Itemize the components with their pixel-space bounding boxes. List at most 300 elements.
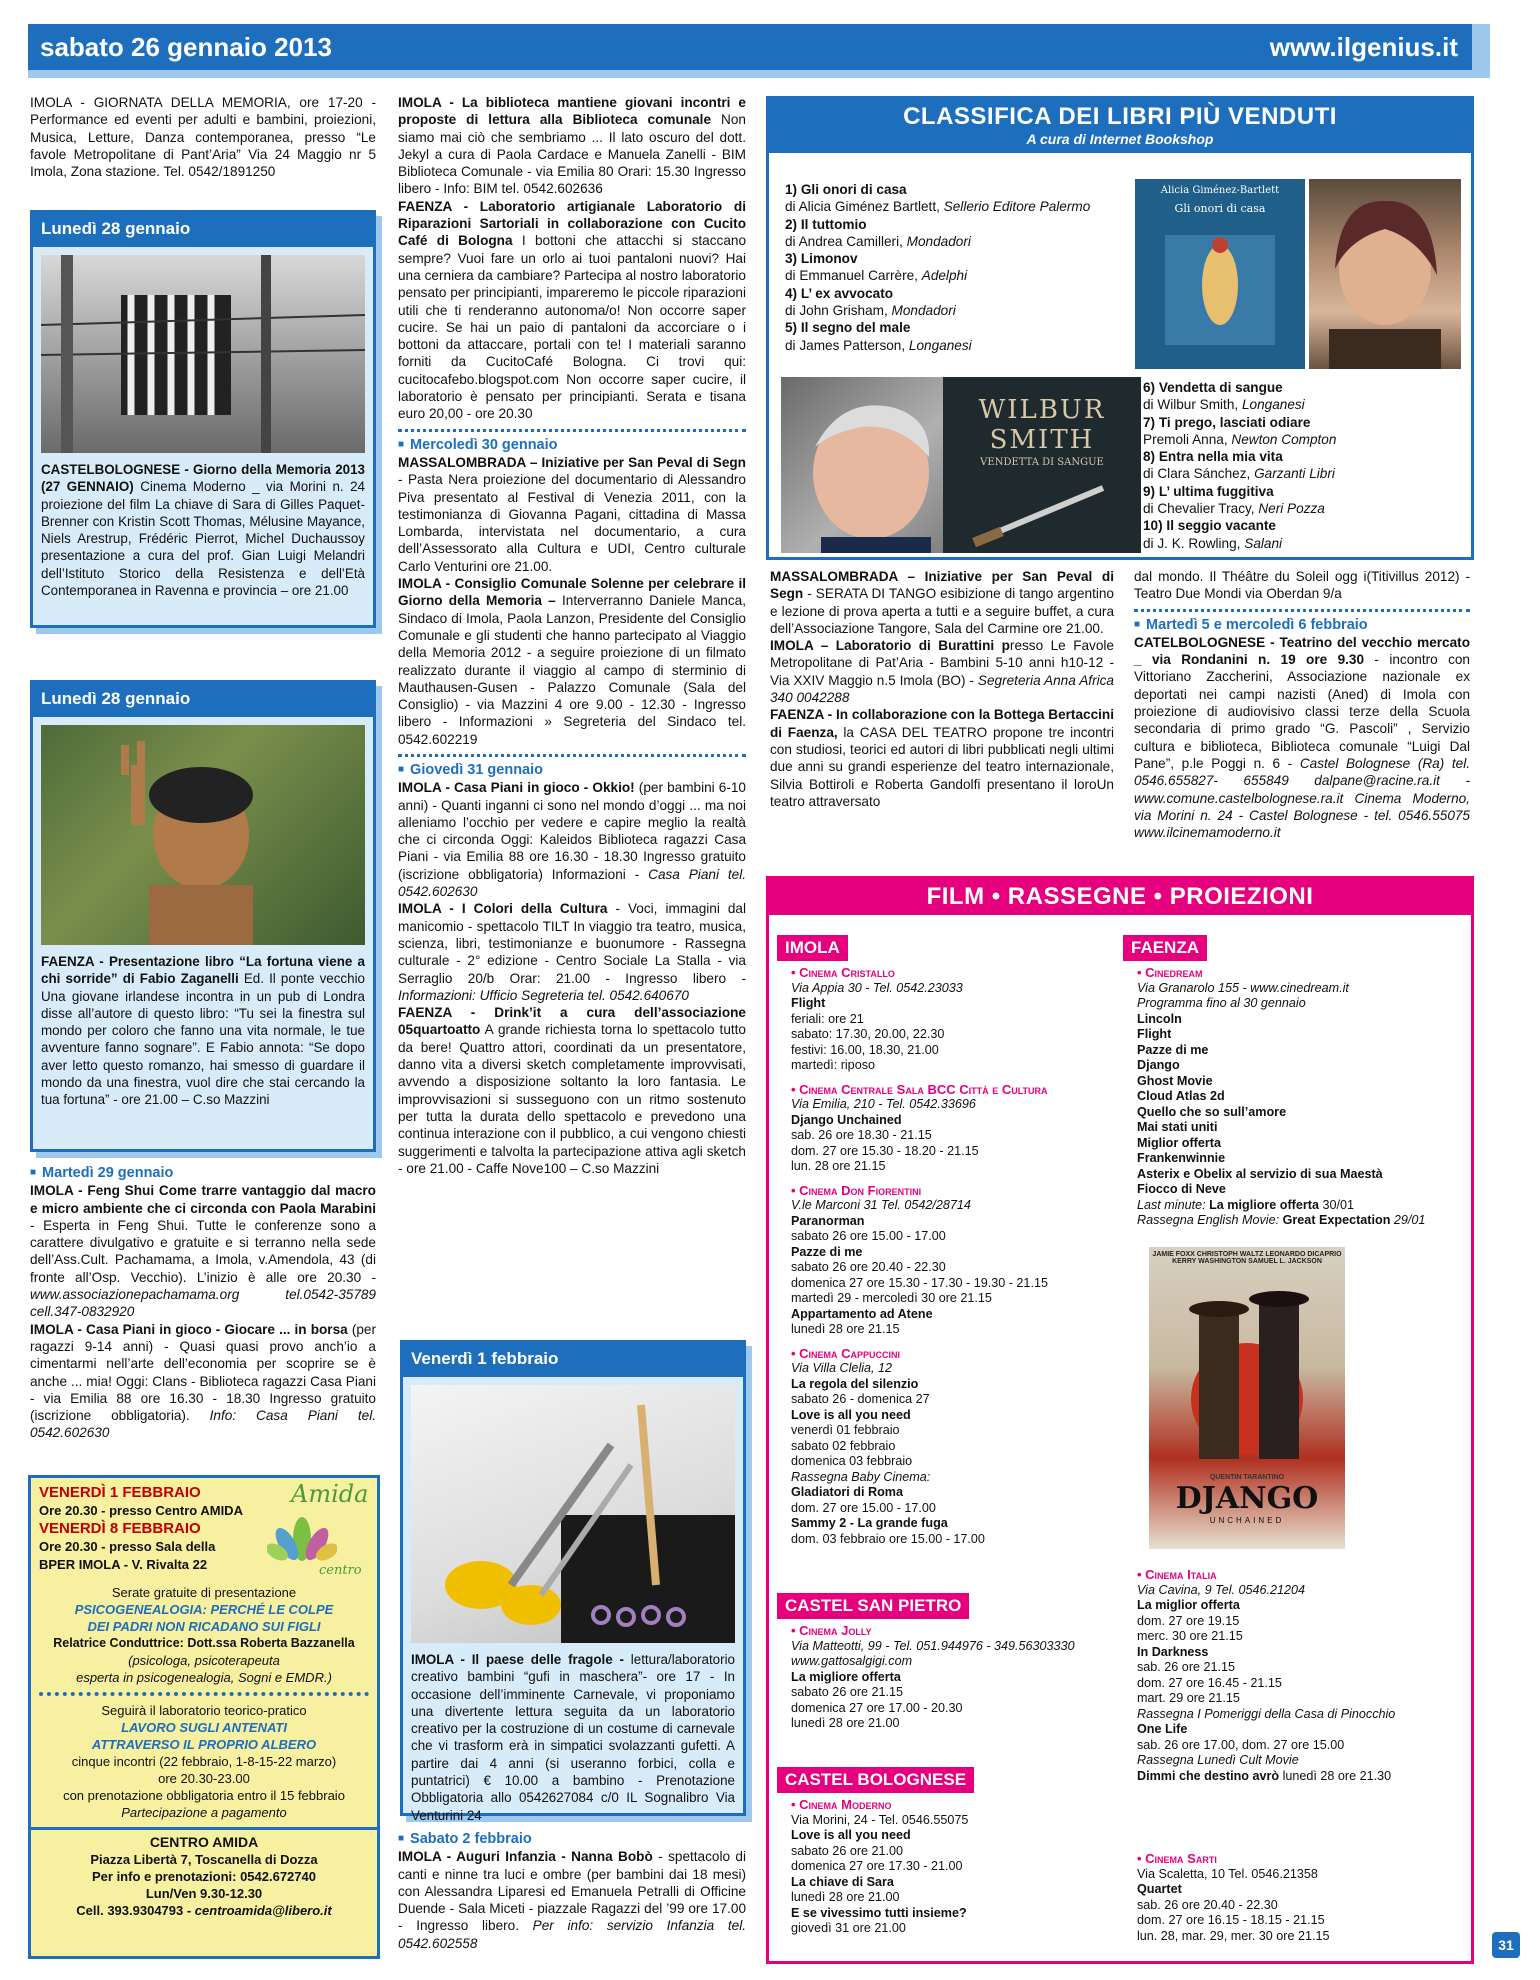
event-box-head: Lunedì 28 gennaio — [33, 683, 373, 717]
showtime: domenica 27 ore 15.30 - 17.30 - 19.30 - 21.15 — [791, 1275, 1048, 1290]
showtime-line — [791, 1245, 1107, 1261]
city-heading-faenza: FAENZA — [1123, 935, 1207, 961]
ranking-list-6-10 — [1143, 379, 1463, 552]
event-description: Cinema Moderno _ via Morini n. 24 proiezione del film La chiave di Sara di Gilles Paquet-Brenner con Kristin Scott Thomas, Mélusine Mayance, Niels Arestrup, Frédéric Pierrot, Michel Duchaussoy presentazione a cura del prof. Gian Luigi Melandri dell’Istituto Storico della Resistenza e dell’Età Contemporanea in Ravenna e provincia – ore 21.00 — [41, 479, 365, 599]
showtime: martedì 29 - mercoledì 30 ore 21.15 — [791, 1291, 992, 1305]
showtime-line — [791, 1470, 1107, 1486]
event-box-text — [33, 953, 373, 1109]
cinema-address: Via Villa Clelia, 12 — [791, 1361, 893, 1375]
book-title: 1) Gli onori di casa — [785, 182, 907, 197]
showtime-line — [791, 1159, 1107, 1175]
column-4 — [1134, 568, 1470, 841]
event-title: IMOLA - I Colori della Cultura — [398, 901, 608, 917]
showtime-line — [791, 1921, 1107, 1937]
page-number: 31 — [1492, 1932, 1520, 1958]
showtime-line — [791, 1392, 1107, 1408]
holocaust-memorial-photo — [41, 255, 365, 453]
cover-title: Gli onori di casa — [1174, 202, 1266, 215]
event-title: IMOLA - Casa Piani in gioco - Okkio! — [398, 780, 635, 796]
cover-illustration — [1135, 215, 1305, 355]
ad-line: LAVORO SUGLI ANTENATI — [121, 1720, 287, 1735]
poster-subtitle: UNCHAINED — [1209, 1516, 1285, 1525]
showtime-line — [791, 1113, 1107, 1129]
poster-title: DJANGO — [1175, 1481, 1319, 1516]
event-description: Non siamo mai ciò che sembriamo ... Il lato oscuro del dott. Jekyl a cura di Paola Cardace e Manuela Zanelli - BIM Biblioteca Comunale - via Emilia 80 Orari: 15.30 Ingresso libero - Info: BIM tel. 0542.602636 — [398, 112, 746, 197]
section-heading-martedi-29: ■ Martedì 29 gennaio — [30, 1164, 376, 1182]
django-unchained-poster — [1149, 1247, 1345, 1549]
ad-line: Lun/Ven 9.30-12.30 — [145, 1886, 263, 1901]
man-portrait-image — [781, 377, 943, 553]
book-author-line — [1143, 500, 1463, 517]
ad-body — [31, 1584, 377, 1919]
showtime: mart. 29 ore 21.15 — [1137, 1691, 1240, 1705]
showtime-line — [1137, 1898, 1463, 1914]
book-publisher: Garzanti Libri — [1254, 466, 1335, 482]
film-title: Dimmi che destino avrò — [1137, 1768, 1280, 1783]
showtime-line — [791, 1144, 1107, 1160]
book-title: 6) Vendetta di sangue — [1143, 380, 1283, 395]
showtime: merc. 30 ore 21.15 — [1137, 1629, 1243, 1643]
showtime-line — [791, 996, 1107, 1012]
ad-line: con prenotazione obbligatoria entro il 15 febbraio — [63, 1788, 345, 1803]
english-movie-film: Great Expectation — [1282, 1213, 1391, 1227]
cinema-website: www.gattosalgigi.com — [791, 1654, 913, 1668]
book-author: di Chevalier Tracy, — [1143, 501, 1259, 517]
event-title: FAENZA - Laboratorio artigianale Laboratorio di Riparazioni Sartoriali in collaborazione con Cucito Café di Bologna — [398, 198, 746, 249]
book-author-line — [1143, 465, 1463, 482]
showtime-line — [1137, 1769, 1463, 1785]
showtimes — [791, 1828, 1107, 1937]
showtime: dom. 27 ore 15.00 - 17.00 — [791, 1500, 936, 1515]
showtime: sab. 26 ore 18.30 - 21.15 — [791, 1128, 932, 1142]
poster-director: QUENTIN TARANTINO — [1209, 1474, 1285, 1481]
book-publisher: Neri Pozza — [1258, 501, 1325, 517]
film-title: La miglior offerta — [1137, 1598, 1240, 1612]
book-publisher: Mondadori — [891, 303, 956, 319]
event-title: IMOLA – Laboratorio di Burattini p — [770, 638, 1010, 654]
amida-logo-sub: centro — [319, 1563, 362, 1578]
ad-line: Seguirà il laboratorio teorico-pratico — [101, 1703, 307, 1718]
ranking-item — [1143, 414, 1463, 449]
event-box-castelbolognese — [30, 210, 376, 628]
book-title: 10) Il seggio vacante — [1143, 518, 1276, 534]
cinema-name: • Cinema Jolly — [791, 1623, 872, 1638]
cover-title: VENDETTA DI SANGUE — [980, 457, 1104, 468]
cover-dagger-illustration — [943, 468, 1141, 548]
event-description: resso Le Favole Metropolitane di Pat’Aria - Bambini 5-10 anni h10-12 - Via XXIV Maggio n.5 Imola (BO) - — [770, 638, 1114, 688]
showtime-line — [791, 1276, 1107, 1292]
event-contact: Informazioni: Ufficio Segreteria tel. 0542.640670 — [398, 987, 689, 1003]
film-title: Love is all you need — [791, 1407, 911, 1422]
book-author: di Wilbur Smith, — [1143, 397, 1242, 413]
ad-line: cinque incontri (22 febbraio, 1-8-15-22 marzo) — [71, 1754, 337, 1769]
section-heading-giovedi-31: ■ Giovedì 31 gennaio — [398, 761, 746, 779]
event-box-venerdi-1 — [400, 1340, 746, 1823]
showtime-line — [791, 1260, 1107, 1276]
showtime: sabato 26 - domenica 27 — [791, 1392, 930, 1406]
ad-line: Per info e prenotazioni: 0542.672740 — [92, 1869, 316, 1884]
cover-author: WILBUR — [978, 395, 1106, 425]
cinema-cinedream — [1123, 965, 1463, 1229]
showtime-line — [1137, 1707, 1463, 1723]
bestseller-ranking-box — [766, 96, 1474, 560]
dotted-divider — [1134, 609, 1470, 612]
event-description: dal mondo. Il Théâtre du Soleil ogg i(Titivillus 2012) - Teatro Due Mondi via Oberdan 9/a — [1134, 569, 1470, 602]
showtime-line — [791, 1377, 1107, 1393]
showtime: festivi: 16.00, 18.30, 21.00 — [791, 1042, 939, 1057]
last-minute-label: Last minute: — [1137, 1197, 1210, 1212]
cinema-address: V.le Marconi 31 Tel. 0542/28714 — [791, 1198, 971, 1212]
showtimes — [791, 1214, 1107, 1338]
page-header — [28, 24, 1472, 70]
header-website-link[interactable]: www.ilgenius.it — [1269, 32, 1458, 62]
dotted-divider — [398, 429, 746, 432]
book-author: di John Grisham, — [785, 303, 892, 319]
ad-divider — [31, 1827, 377, 1830]
column-1 — [30, 94, 376, 180]
film-title: Asterix e Obelix al servizio di sua Maestà — [1137, 1166, 1383, 1181]
event-title: IMOLA - Il paese delle fragole - — [411, 1652, 624, 1667]
showtime-line — [791, 1322, 1107, 1338]
film-title: Paranorman — [791, 1213, 865, 1228]
book-publisher: Sellerio Editore Palermo — [943, 199, 1091, 215]
event-description: A grande richiesta torna lo spettacolo tutto da bere! Quattro attori, coordinati da un presentatore, danno vita a diversi sketch completamente improvvisati, avvendo a disposizione soltanto la loro fantasia. Le improvvisazioni si susseguono con un ritmo sostenuto per tutta la durata dello spettacolo e prevedono una continua interazione con il pubblico, a cui vengono chiesti suggerimenti e talvolta la partecipazione attiva agli sketch - ore 21.00 - Caffe Nove100 – C.so Mazzini — [398, 1022, 746, 1176]
lotus-flower-icon — [267, 1512, 337, 1566]
film-title: In Darkness — [1137, 1644, 1209, 1659]
rassegna-label: Rassegna Baby Cinema: — [791, 1469, 931, 1484]
barbed-wire-uniform-image — [41, 255, 365, 453]
amida-logo — [257, 1482, 367, 1582]
event-box-text — [33, 461, 373, 599]
film-listings-title: FILM • RASSEGNE • PROIEZIONI — [769, 879, 1471, 915]
event-contact: www.associazionepachamama.org tel.0542-35789 cell.347-0832920 — [30, 1287, 376, 1320]
showtime: domenica 27 ore 17.30 - 21.00 — [791, 1859, 963, 1873]
event-title: IMOLA - Feng Shui Come trarre vantaggio dal macro e micro ambiente che ci circonda con Paola Marabini — [30, 1183, 376, 1216]
event-title: MASSALOMBRADA – Iniziative per San Peval di Segn — [770, 569, 1114, 602]
centro-amida-ad — [28, 1475, 380, 1959]
cinema-name: • Cinema Italia — [1137, 1567, 1217, 1582]
amida-logo-text: Amida — [291, 1480, 369, 1508]
ranking-item — [1143, 517, 1463, 552]
book-title: 9) L’ ultima fuggitiva — [1143, 483, 1274, 499]
showtime: venerdì 01 febbraio — [791, 1423, 900, 1437]
book-title: 2) Il tuttomio — [785, 216, 867, 232]
showtime-line — [791, 1532, 1107, 1548]
film-title: Cloud Atlas 2d — [1137, 1089, 1225, 1103]
book-author: di J. K. Rowling, — [1143, 535, 1245, 551]
cinema-program-note: Programma fino al 30 gennaio — [1137, 996, 1306, 1010]
film-title: Love is all you need — [791, 1828, 911, 1842]
event-description: lettura/laboratorio creativo bambini “gufi in maschera”- ore 17 - In occasione dell’imminente Carnevale, vi proponiamo una divertente lettura seguita da un laboratorio creativo per la costruzione di un costume di carnevale che vi trasform erà in simpatici svolazzanti gufetti. A partire dai 4 anni (si useranno forbici, colla e puntatrici) € 10.00 a bambino - Prenotazione Obbligatoria allo 0542627084 c/0 IL Sognalibro Via Venturini 24 — [411, 1652, 736, 1823]
ad-line: (psicologa, psicoterapeuta — [128, 1653, 280, 1668]
showtime-line — [791, 1716, 1107, 1732]
film-listings-box — [766, 876, 1474, 1964]
book-title: 5) Il segno del male — [785, 320, 911, 336]
film-title: Fiocco di Neve — [1137, 1182, 1226, 1196]
film-title: La regola del silenzio — [791, 1376, 919, 1391]
showtime-line — [1137, 1691, 1463, 1707]
event-title: IMOLA - Auguri Infanzia - Nanna Bobò — [398, 1849, 653, 1865]
showtime-line — [1137, 1913, 1463, 1929]
film-title: Flight — [1137, 1027, 1172, 1041]
showtime-line — [791, 1670, 1107, 1686]
showtime: lunedì 28 ore 21.00 — [791, 1716, 900, 1730]
imola-cinemas — [777, 935, 1107, 1555]
showtimes — [791, 1377, 1107, 1548]
showtime: sabato 26 ore 21.15 — [791, 1685, 904, 1699]
cinema-address: Via Matteotti, 99 - Tel. 051.944976 - 349.56303330 — [791, 1638, 1075, 1653]
event-box-faenza-libro — [30, 680, 376, 1152]
showtime-line — [1137, 1738, 1463, 1754]
film-title: One Life — [1137, 1722, 1188, 1736]
book-author-line — [1143, 431, 1463, 448]
city-heading-castel-san-pietro: CASTEL SAN PIETRO — [777, 1593, 969, 1619]
showtime-line — [791, 1128, 1107, 1144]
film-title: Mai stati uniti — [1137, 1120, 1218, 1134]
book-title: 4) L’ ex avvocato — [785, 285, 894, 301]
showtime-line — [791, 1229, 1107, 1245]
book-publisher: Salani — [1244, 535, 1283, 551]
showtime: dom. 27 ore 15.30 - 18.20 - 21.15 — [791, 1143, 979, 1158]
showtime: dom. 03 febbraio ore 15.00 - 17.00 — [791, 1531, 985, 1546]
event-description: - Pasta Nera proiezione del documentario di Alessandro Piva presentato al Festival di Venezia 2011, con la testimonianza di Giovanna Pagani, cittadina di Massa Lombarda, intervistata nel documentario, a cura dell’Assessorato alla Cultura e UDI, Centro culturale Carlo Venturini ore 21.00. — [398, 472, 746, 574]
showtime-line — [1137, 1660, 1463, 1676]
showtime-line — [1137, 1629, 1463, 1645]
event-description: Interverranno Daniele Manca, Sindaco di Imola, Paola Lanzon, Presidente del Consiglio Comunale e gli studenti che hanno partecipato al Viaggio della Memoria 2012 - a seguire proiezione di un filmato realizzato durante il viaggio al campo di sterminio di Mauthausen-Gusen - Palazzo Comunale (Sala del Consiglio) - via Mazzini 4 ore 9.00 - 12.30 - Ingresso libero - Informazioni » Segreteria del Sindaco tel. 0542.602219 — [398, 593, 746, 747]
book-publisher: Longanesi — [908, 337, 972, 353]
showtime-line — [1137, 1676, 1463, 1692]
ad-venue-2: Ore 20.30 - presso Sala della — [39, 1539, 216, 1554]
showtimes — [1137, 1598, 1463, 1784]
event-description: - spettacolo di canti e ninne tra luci e ombre (per bambini dai 18 mesi) con Alessandra Liparesi ed Emanuela Petralli di Officine Duende - Sala Miceti - piazzale Ragazzi del ’99 ore 17.00 - Ingresso libero. — [398, 1849, 747, 1934]
faenza-cinemas — [1123, 935, 1463, 1943]
event-title: IMOLA - La biblioteca mantiene giovani incontri e proposte di lettura alla Biblioteca comunale — [398, 95, 746, 128]
book-author: di Emmanuel Carrère, — [785, 268, 922, 284]
showtimes — [1137, 1882, 1463, 1944]
ranking-title: CLASSIFICA DEI LIBRI PIÙ VENDUTI — [903, 103, 1337, 130]
film-title: Frankenwinnie — [1137, 1151, 1226, 1165]
event-description: Ed. Il ponte vecchio Una giovane irlandese incontra in un pub di Londra disse all’autore di questo libro: “Tu sei la finestra sul mondo per coloro che fanno una vita normale, le tue avventure fanno sognare”. E Fabio annota: “Se dopo aver letto questo romanzo, hai smesso di guardare il mondo da una finestra, vuol dire che stai cercando la tua fortuna” - ore 21.00 – C.so Mazzini — [41, 971, 365, 1108]
book-cover-gli-onori-di-casa — [1135, 179, 1305, 369]
ad-date-1: VENERDÌ 1 FEBBRAIO — [39, 1484, 201, 1501]
event-description: - incontro con Vittoriano Zaccherini, Associazione nazionale ex deportati nei campi nazisti (Aned) di Imola con proiezione di audiovisivo classi terze della Scuola secondaria di primo grado “G. Pascoli” , Servizio cultura e biblioteca, Biblioteca comunale “Luigi Dal Pane”, p.le Poggi n. 6 - — [1134, 652, 1470, 771]
cinema-address: Via Scaletta, 10 Tel. 0546.21358 — [1137, 1866, 1318, 1881]
cinema-jolly — [777, 1623, 1107, 1732]
ranking-item — [1143, 379, 1463, 414]
ad-phone: Cell. 393.9304793 - — [76, 1903, 195, 1918]
ad-date-2: VENERDÌ 8 FEBBRAIO — [39, 1520, 201, 1537]
cinema-block — [791, 965, 1107, 1074]
craft-supplies-photo — [411, 1385, 735, 1643]
film-title: Appartamento ad Atene — [791, 1306, 933, 1321]
cinema-name: • Cinema Don Fiorentini — [791, 1182, 922, 1198]
child-victory-sign-image — [41, 725, 365, 945]
showtime-line — [1137, 1722, 1463, 1738]
ad-venue-1: Ore 20.30 - presso Centro AMIDA — [39, 1503, 243, 1518]
showtime-line — [791, 1875, 1107, 1891]
column-3 — [770, 568, 1114, 810]
cinema-block — [791, 1346, 1107, 1548]
cinema-block — [791, 1183, 1107, 1338]
showtimes — [791, 1670, 1107, 1732]
showtime: feriali: ore 21 — [791, 1011, 864, 1026]
film-title: Quello che so sull’amore — [1137, 1104, 1287, 1119]
showtime-line — [791, 1439, 1107, 1455]
cinema-address: Via Granarolo 155 - www.cinedream.it — [1137, 980, 1349, 995]
event-title: FAENZA - Drink’it a cura dell’associazione 05quartoatto — [398, 1005, 746, 1038]
showtime-line — [1137, 1753, 1463, 1769]
showtime-line — [1137, 1882, 1463, 1898]
event-description: - Voci, immagini dal manicomio - spettacolo TILT In viaggio tra teatro, musica, scienza, libri, testimonianze e buonumore - Rassegna culturale - 2° edizione - Centro Sociale La Stalla - via Serraglio 20/b Orar: 21.00 - Ingresso libero - — [398, 901, 746, 986]
ad-line: ore 20.30-23.00 — [158, 1771, 250, 1786]
event-title: CASTELBOLOGNESE - Giorno della Memoria 2013 (27 GENNAIO) — [41, 462, 365, 495]
book-publisher: Longanesi — [1241, 397, 1305, 413]
showtime-line — [791, 1844, 1107, 1860]
event-description: la CASA DEL TEATRO propone tre incontri con studiosi, teorici ed autori di libri pubblicati negli ultimi due anni su grandi esperienze del teatro internazionale, Silvia Bottiroli e Roberta Gandolfi presentano il loroUn teatro attraversato — [770, 724, 1114, 809]
event-title: MASSALOMBRADA – Iniziative per San Peval di Segn — [398, 454, 746, 470]
film-title: Lincoln — [1137, 1011, 1182, 1026]
event-title: IMOLA - Consiglio Comunale Solenne per celebrare il Giorno della Memoria – — [398, 576, 746, 609]
book-author-line — [1143, 535, 1463, 552]
showtime: lunedì 28 ore 21.30 — [1279, 1768, 1392, 1783]
author-portrait-photo — [1309, 179, 1461, 369]
showtime: sabato 26 ore 15.00 - 17.00 — [791, 1229, 946, 1243]
ad-line: Relatrice Conduttrice: Dott.ssa Roberta Bazzanella — [53, 1636, 355, 1650]
book-cover-vendetta-di-sangue — [943, 377, 1141, 553]
showtime-line — [791, 1485, 1107, 1501]
ranking-title-bar — [769, 99, 1471, 153]
section-heading-sabato-2: ■ Sabato 2 febbraio — [398, 1830, 746, 1848]
showtime: sabato 26 ore 21.00 — [791, 1843, 904, 1858]
showtime: sab. 26 ore 17.00, dom. 27 ore 15.00 — [1137, 1737, 1345, 1752]
poster-cowboys-image — [1149, 1269, 1345, 1469]
showtime: giovedì 31 ore 21.00 — [791, 1921, 906, 1935]
showtime-line — [791, 1906, 1107, 1922]
showtime-line — [791, 1307, 1107, 1323]
showtime-line — [791, 1043, 1107, 1059]
showtime-line — [791, 1501, 1107, 1517]
column-2 — [398, 94, 746, 1177]
showtime-line — [791, 1291, 1107, 1307]
showtime: dom. 27 ore 16.45 - 21.15 — [1137, 1675, 1282, 1690]
showtime-line — [791, 1408, 1107, 1424]
ad-email-link[interactable]: centroamida@libero.it — [194, 1903, 332, 1918]
showtime-line — [791, 1516, 1107, 1532]
showtime-line — [1137, 1645, 1463, 1661]
book-author: Premoli Anna, — [1143, 431, 1232, 447]
english-movie-label: Rassegna English Movie: — [1137, 1213, 1283, 1227]
event-box-head: Lunedì 28 gennaio — [33, 213, 373, 247]
ad-line: ATTRAVERSO IL PROPRIO ALBERO — [91, 1737, 317, 1752]
film-title: La migliore offerta — [791, 1669, 901, 1684]
film-title: Pazze di me — [791, 1244, 863, 1259]
event-contact: Casa Piani tel. 0542.602630 — [398, 866, 746, 900]
showtime-line — [791, 1423, 1107, 1439]
film-title: Django — [1137, 1058, 1180, 1072]
showtime: sab. 26 ore 20.40 - 22.30 — [1137, 1897, 1278, 1912]
ad-line: esperta in psicogenealogia, Sogni e EMDR.) — [76, 1670, 332, 1685]
book-author: di Andrea Camilleri, — [785, 233, 907, 249]
event-description: I bottoni che attacchi si staccano sempre? Vuoi fare un orlo ai tuoi pantaloni nuovi? Hai una cerniera da cambiare? Partecipa al nostro laboratorio pensato per principianti, impareremo le piccole riparazioni utili che ti renderanno autonoma/o! Non occorre saper cucire. Se hai un paio di pantaloni da accorciare o i bottoni da attaccare, portali con te! I materiali saranno forniti da CucitoCafé Bologna. Ci trovi qui: cucitocafebo.blogspot.com Non occorre saper cucire, il laboratorio è pensato per principianti. Serata e tisana euro 20,00 - ore 20.30 — [398, 233, 747, 422]
film-title: Quartet — [1137, 1882, 1182, 1896]
showtime-line — [791, 1214, 1107, 1230]
cinema-address: Via Cavina, 9 Tel. 0546.21204 — [1137, 1582, 1306, 1597]
cinema-moderno — [777, 1797, 1107, 1937]
ad-line: CENTRO AMIDA — [149, 1834, 259, 1850]
event-contact: Segreteria Anna Africa 340 0042288 — [770, 672, 1114, 706]
showtime-line — [791, 1012, 1107, 1028]
book-author: di James Patterson, — [785, 337, 909, 353]
showtime: lun. 28, mar. 29, mer. 30 ore 21.15 — [1137, 1928, 1330, 1943]
showtime-line — [791, 1454, 1107, 1470]
film-title: La chiave di Sara — [791, 1874, 894, 1889]
cinema-italia — [1137, 1567, 1463, 1784]
cinema-address: Via Morini, 24 - Tel. 0546.55075 — [791, 1812, 969, 1827]
event-description: - SERATA DI TANGO esibizione di tango argentino e lezione di prova aperta a tutti e a seguire buffet, a cura dell’Associazione Tangore, Sala del Carmine ore 21.00. — [770, 586, 1114, 636]
ad-line: Piazza Libertà 7, Toscanella di Dozza — [90, 1852, 318, 1867]
film-title: Ghost Movie — [1137, 1073, 1213, 1088]
rassegna-label: Rassegna Lunedì Cult Movie — [1137, 1753, 1299, 1767]
showtime-line — [791, 1859, 1107, 1875]
wilbur-smith-photo — [781, 377, 943, 553]
scissors-pencil-image — [411, 1385, 735, 1643]
showtime-line — [791, 1685, 1107, 1701]
showtime-line — [791, 1027, 1107, 1043]
showtime: sabato 26 ore 20.40 - 22.30 — [791, 1260, 946, 1274]
event-description: (per ragazzi 9-14 anni) - Quasi quasi provo anch’io a cimentarmi nell’arte dell’economia per scoprire se è anche ... mia! Oggi: Clans - Biblioteca ragazzi Casa Piani - via Emilia 88 ore 16.30 - 18.30 Ingresso gratuito (iscrizione obbligatoria). — [30, 1321, 376, 1424]
castel-bolognese-cinemas — [777, 1767, 1107, 1937]
last-minute-date: 30/01 — [1318, 1197, 1354, 1212]
cinema-name: • Cinema Cappuccini — [791, 1345, 901, 1361]
ranking-item — [1143, 448, 1463, 483]
column-2-lower — [398, 1830, 746, 1952]
city-heading-imola: IMOLA — [777, 935, 848, 961]
book-title: 8) Entra nella mia vita — [1143, 449, 1283, 465]
event-box-text — [403, 1651, 743, 1824]
showtime-line — [1137, 1929, 1463, 1945]
cinema-name: • Cinedream — [1137, 965, 1203, 980]
header-shadow — [28, 70, 1490, 78]
film-title: Sammy 2 - La grande fuga — [791, 1516, 948, 1530]
showtime: martedì: riposo — [791, 1058, 875, 1072]
showtime: domenica 27 ore 17.00 - 20.30 — [791, 1700, 963, 1715]
event-description: (per bambini 6-10 anni) - Quanti inganni ci sono nel mondo d’oggi ... ma noi alleniamo l’occhio per vedere e capire meglio la realtà che ci circonda Oggi: Kaleidos Biblioteca ragazzi Casa Piani - via Emilia 88 ore 16.30 - 18.30 Ingresso gratuito (iscrizione obbligatoria) Informazioni - — [398, 780, 746, 882]
smiling-child-photo — [41, 725, 365, 945]
cinema-name: • Cinema Cristallo — [791, 965, 895, 980]
showtime: sabato 02 febbraio — [791, 1438, 896, 1453]
cinema-name: • Cinema Sarti — [1137, 1851, 1217, 1866]
event-title: FAENZA - In collaborazione con la Bottega Bertaccini di Faenza, — [770, 707, 1114, 740]
imola-memoria-intro: IMOLA - GIORNATA DELLA MEMORIA, ore 17-20 - Performance ed eventi per adulti e bambini, proiezioni, Musica, Letture, Danza contemporanea, presso “Le favole Metropolitane di Pant’Aria” Via 24 Maggio nr 5 Imola, Zona stazione. Tel. 0542/1891250 — [30, 95, 376, 180]
film-title: E se vivessimo tutti insieme? — [791, 1905, 967, 1920]
showtime-line — [1137, 1614, 1463, 1630]
ranking-item — [1143, 483, 1463, 518]
ad-divider — [39, 1692, 369, 1696]
book-author: di Clara Sánchez, — [1143, 466, 1255, 482]
showtime-line — [791, 1890, 1107, 1906]
showtime-line — [791, 1828, 1107, 1844]
woman-portrait-image — [1309, 179, 1461, 369]
book-publisher: Adelphi — [921, 268, 968, 284]
cinema-sarti — [1137, 1851, 1463, 1944]
cinema-address: Via Emilia, 210 - Tel. 0542.33696 — [791, 1097, 976, 1111]
cinema-name: • Cinema Moderno — [791, 1797, 892, 1812]
film-title: Django Unchained — [791, 1112, 902, 1127]
book-publisher: Newton Compton — [1231, 431, 1337, 447]
film-title: Flight — [791, 996, 826, 1010]
showtime-line — [1137, 1598, 1463, 1614]
showtime: dom. 27 ore 16.15 - 18.15 - 21.15 — [1137, 1913, 1325, 1927]
